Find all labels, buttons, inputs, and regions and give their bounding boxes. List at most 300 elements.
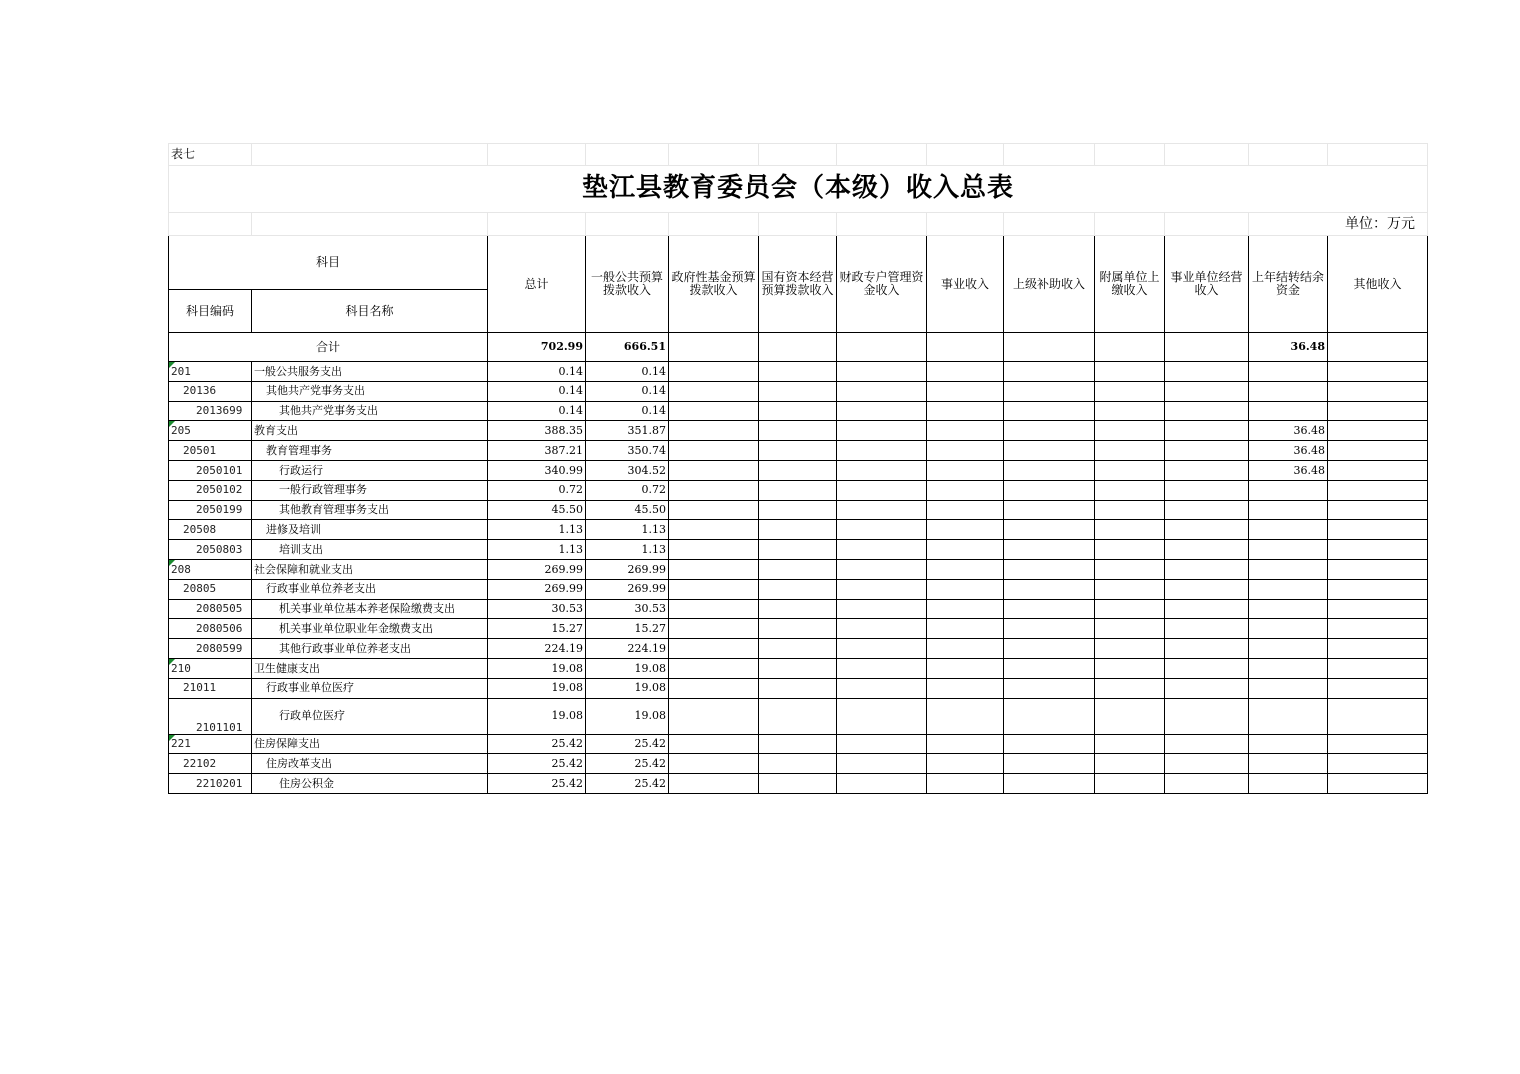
amount-cell <box>927 460 1004 480</box>
total-value <box>1328 333 1428 362</box>
subject-code: 20136 <box>169 381 252 401</box>
amount-cell <box>1004 619 1095 639</box>
amount-cell <box>1328 401 1428 421</box>
amount-cell <box>759 658 837 678</box>
amount-cell <box>927 362 1004 382</box>
amount-cell <box>837 678 927 698</box>
amount-cell: 30.53 <box>488 599 586 619</box>
subject-code: 21011 <box>169 678 252 698</box>
amount-cell <box>927 599 1004 619</box>
amount-cell <box>1328 460 1428 480</box>
amount-cell <box>759 678 837 698</box>
table-row <box>169 421 1428 441</box>
amount-cell <box>1328 381 1428 401</box>
amount-cell <box>1249 480 1328 500</box>
amount-cell: 0.14 <box>586 362 669 382</box>
amount-cell <box>837 658 927 678</box>
amount-cell <box>837 734 927 754</box>
amount-cell: 1.13 <box>488 540 586 560</box>
amount-cell <box>927 381 1004 401</box>
amount-cell <box>1328 734 1428 754</box>
table-row <box>169 754 1428 774</box>
subject-code: 22102 <box>169 754 252 774</box>
amount-cell <box>669 520 759 540</box>
subject-code: 2080506 <box>169 619 252 639</box>
amount-cell <box>927 500 1004 520</box>
table-row <box>169 619 1428 639</box>
amount-cell <box>1328 441 1428 461</box>
amount-cell <box>1004 520 1095 540</box>
amount-cell: 25.42 <box>586 734 669 754</box>
total-row <box>169 333 1428 362</box>
subject-name: 行政事业单位养老支出 <box>252 579 488 599</box>
amount-cell <box>669 579 759 599</box>
amount-cell <box>669 639 759 659</box>
total-value <box>669 333 759 362</box>
amount-cell <box>927 421 1004 441</box>
amount-cell <box>1004 401 1095 421</box>
amount-cell <box>927 559 1004 579</box>
subject-code: 2050803 <box>169 540 252 560</box>
amount-cell: 1.13 <box>586 520 669 540</box>
amount-cell <box>837 362 927 382</box>
amount-cell <box>759 460 837 480</box>
subject-code: 2080505 <box>169 599 252 619</box>
header-col-general-budget: 一般公共预算拨款收入 <box>586 236 669 333</box>
amount-cell <box>927 639 1004 659</box>
amount-cell <box>1249 619 1328 639</box>
amount-cell <box>837 774 927 794</box>
subject-name: 机关事业单位职业年金缴费支出 <box>252 619 488 639</box>
amount-cell <box>759 381 837 401</box>
amount-cell: 45.50 <box>586 500 669 520</box>
amount-cell <box>1095 754 1165 774</box>
amount-cell <box>1249 754 1328 774</box>
amount-cell <box>1328 362 1428 382</box>
unit-row <box>169 213 1428 236</box>
amount-cell: 340.99 <box>488 460 586 480</box>
amount-cell <box>759 500 837 520</box>
amount-cell <box>1095 500 1165 520</box>
amount-cell <box>927 678 1004 698</box>
amount-cell: 36.48 <box>1249 441 1328 461</box>
amount-cell <box>1328 579 1428 599</box>
amount-cell <box>927 401 1004 421</box>
amount-cell <box>837 401 927 421</box>
amount-cell <box>1328 774 1428 794</box>
amount-cell <box>927 520 1004 540</box>
amount-cell <box>1004 480 1095 500</box>
amount-cell <box>669 401 759 421</box>
amount-cell <box>1095 678 1165 698</box>
amount-cell <box>1004 678 1095 698</box>
subject-name: 其他共产党事务支出 <box>252 401 488 421</box>
amount-cell <box>669 678 759 698</box>
subject-code: 2013699 <box>169 401 252 421</box>
amount-cell <box>1004 698 1095 734</box>
amount-cell <box>1095 774 1165 794</box>
amount-cell <box>1004 500 1095 520</box>
amount-cell <box>837 579 927 599</box>
amount-cell <box>669 754 759 774</box>
amount-cell: 351.87 <box>586 421 669 441</box>
amount-cell <box>1004 460 1095 480</box>
amount-cell <box>759 421 837 441</box>
amount-cell: 269.99 <box>488 559 586 579</box>
amount-cell <box>759 599 837 619</box>
amount-cell <box>1004 362 1095 382</box>
amount-cell <box>669 619 759 639</box>
header-col-other: 其他收入 <box>1328 236 1428 333</box>
total-label: 合计 <box>169 333 488 362</box>
amount-cell <box>1165 460 1249 480</box>
amount-cell <box>759 362 837 382</box>
amount-cell <box>837 540 927 560</box>
amount-cell <box>1004 599 1095 619</box>
amount-cell <box>837 754 927 774</box>
subject-name: 其他行政事业单位养老支出 <box>252 639 488 659</box>
amount-cell <box>1095 559 1165 579</box>
subject-name: 机关事业单位基本养老保险缴费支出 <box>252 599 488 619</box>
amount-cell <box>837 698 927 734</box>
amount-cell <box>1165 639 1249 659</box>
header-col-superior-subsidy: 上级补助收入 <box>1004 236 1095 333</box>
amount-cell: 19.08 <box>586 678 669 698</box>
amount-cell <box>759 559 837 579</box>
table-row <box>169 401 1428 421</box>
total-value <box>759 333 837 362</box>
total-value: 702.99 <box>488 333 586 362</box>
amount-cell <box>1095 734 1165 754</box>
amount-cell <box>759 774 837 794</box>
subject-name: 住房公积金 <box>252 774 488 794</box>
amount-cell <box>1165 774 1249 794</box>
amount-cell <box>837 421 927 441</box>
subject-code: 221 <box>169 734 252 754</box>
amount-cell <box>1328 639 1428 659</box>
amount-cell <box>669 362 759 382</box>
amount-cell: 1.13 <box>586 540 669 560</box>
amount-cell <box>1328 500 1428 520</box>
amount-cell <box>927 579 1004 599</box>
amount-cell <box>669 421 759 441</box>
amount-cell <box>1165 421 1249 441</box>
header-col-business-income: 事业收入 <box>927 236 1004 333</box>
amount-cell: 0.14 <box>488 362 586 382</box>
amount-cell <box>1095 579 1165 599</box>
header-col-carryover: 上年结转结余资金 <box>1249 236 1328 333</box>
amount-cell <box>1249 540 1328 560</box>
amount-cell <box>759 754 837 774</box>
amount-cell <box>1165 362 1249 382</box>
amount-cell <box>1165 540 1249 560</box>
subject-code: 2101101 <box>169 698 252 734</box>
amount-cell <box>1095 381 1165 401</box>
amount-cell <box>1095 362 1165 382</box>
amount-cell <box>669 460 759 480</box>
subject-name: 社会保障和就业支出 <box>252 559 488 579</box>
amount-cell <box>1328 658 1428 678</box>
amount-cell: 269.99 <box>488 579 586 599</box>
total-value <box>1095 333 1165 362</box>
header-col-special-account: 财政专户管理资金收入 <box>837 236 927 333</box>
sheet-label-row <box>169 144 1428 166</box>
amount-cell <box>837 619 927 639</box>
amount-cell <box>1249 500 1328 520</box>
amount-cell <box>1249 658 1328 678</box>
income-summary-sheet <box>168 143 1427 794</box>
amount-cell <box>837 500 927 520</box>
table-row <box>169 559 1428 579</box>
amount-cell <box>927 754 1004 774</box>
header-col-affiliate-remit: 附属单位上缴收入 <box>1095 236 1165 333</box>
subject-name: 住房保障支出 <box>252 734 488 754</box>
amount-cell <box>759 734 837 754</box>
amount-cell: 25.42 <box>586 774 669 794</box>
table-row <box>169 480 1428 500</box>
amount-cell <box>1095 639 1165 659</box>
amount-cell <box>927 441 1004 461</box>
subject-name: 教育管理事务 <box>252 441 488 461</box>
amount-cell <box>1095 460 1165 480</box>
total-value <box>927 333 1004 362</box>
amount-cell: 19.08 <box>488 678 586 698</box>
amount-cell <box>1095 619 1165 639</box>
amount-cell <box>759 401 837 421</box>
unit-label: 单位：万元 <box>1249 213 1428 236</box>
amount-cell <box>1249 678 1328 698</box>
amount-cell: 0.72 <box>586 480 669 500</box>
subject-code: 2210201 <box>169 774 252 794</box>
amount-cell <box>1004 774 1095 794</box>
amount-cell <box>1328 421 1428 441</box>
subject-code: 201 <box>169 362 252 382</box>
amount-cell: 0.14 <box>586 401 669 421</box>
amount-cell <box>1165 480 1249 500</box>
subject-code: 20508 <box>169 520 252 540</box>
subject-code: 20805 <box>169 579 252 599</box>
amount-cell: 388.35 <box>488 421 586 441</box>
amount-cell <box>837 599 927 619</box>
subject-code: 2050102 <box>169 480 252 500</box>
table-row <box>169 441 1428 461</box>
amount-cell <box>1004 559 1095 579</box>
amount-cell: 224.19 <box>586 639 669 659</box>
table-row <box>169 540 1428 560</box>
amount-cell <box>759 579 837 599</box>
amount-cell <box>1165 734 1249 754</box>
amount-cell: 0.14 <box>488 401 586 421</box>
amount-cell: 19.08 <box>586 658 669 678</box>
table-row <box>169 599 1428 619</box>
amount-cell <box>759 540 837 560</box>
amount-cell <box>1249 579 1328 599</box>
amount-cell <box>1095 480 1165 500</box>
amount-cell <box>837 559 927 579</box>
amount-cell <box>927 540 1004 560</box>
subject-name: 住房改革支出 <box>252 754 488 774</box>
amount-cell <box>1095 698 1165 734</box>
amount-cell <box>837 639 927 659</box>
table-row <box>169 658 1428 678</box>
amount-cell <box>1328 599 1428 619</box>
amount-cell <box>1328 678 1428 698</box>
amount-cell <box>669 500 759 520</box>
subject-name: 卫生健康支出 <box>252 658 488 678</box>
amount-cell <box>1165 599 1249 619</box>
table-row <box>169 362 1428 382</box>
amount-cell <box>1165 381 1249 401</box>
amount-cell <box>1165 754 1249 774</box>
subject-code: 2080599 <box>169 639 252 659</box>
total-value: 666.51 <box>586 333 669 362</box>
amount-cell <box>1004 639 1095 659</box>
total-value <box>1004 333 1095 362</box>
table-row <box>169 500 1428 520</box>
total-value <box>837 333 927 362</box>
amount-cell <box>1004 421 1095 441</box>
amount-cell <box>1249 639 1328 659</box>
amount-cell <box>1095 540 1165 560</box>
amount-cell: 387.21 <box>488 441 586 461</box>
amount-cell <box>1165 698 1249 734</box>
header-name: 科目名称 <box>252 290 488 333</box>
table-row <box>169 520 1428 540</box>
amount-cell <box>1165 441 1249 461</box>
header-code: 科目编码 <box>169 290 252 333</box>
income-summary-table <box>168 143 1428 794</box>
subject-name: 进修及培训 <box>252 520 488 540</box>
amount-cell <box>1095 401 1165 421</box>
subject-name: 其他共产党事务支出 <box>252 381 488 401</box>
amount-cell: 0.72 <box>488 480 586 500</box>
amount-cell <box>1165 658 1249 678</box>
amount-cell <box>927 658 1004 678</box>
amount-cell <box>1004 381 1095 401</box>
title-row <box>169 166 1428 213</box>
amount-cell <box>1249 734 1328 754</box>
table-row <box>169 460 1428 480</box>
subject-name: 行政单位医疗 <box>252 698 488 734</box>
amount-cell <box>1165 500 1249 520</box>
amount-cell <box>927 774 1004 794</box>
sheet-label: 表七 <box>169 144 252 166</box>
amount-cell: 36.48 <box>1249 460 1328 480</box>
amount-cell <box>759 639 837 659</box>
amount-cell: 269.99 <box>586 559 669 579</box>
amount-cell <box>669 698 759 734</box>
amount-cell <box>837 480 927 500</box>
header-subject: 科目 <box>169 236 488 290</box>
amount-cell <box>669 734 759 754</box>
amount-cell <box>1165 520 1249 540</box>
subject-code: 205 <box>169 421 252 441</box>
amount-cell <box>669 381 759 401</box>
amount-cell <box>1328 559 1428 579</box>
amount-cell: 1.13 <box>488 520 586 540</box>
amount-cell <box>837 381 927 401</box>
amount-cell <box>669 599 759 619</box>
table-row <box>169 698 1428 734</box>
subject-name: 行政事业单位医疗 <box>252 678 488 698</box>
total-value <box>1165 333 1249 362</box>
table-row <box>169 678 1428 698</box>
amount-cell: 25.42 <box>488 774 586 794</box>
amount-cell <box>1249 559 1328 579</box>
amount-cell: 350.74 <box>586 441 669 461</box>
amount-cell: 15.27 <box>586 619 669 639</box>
amount-cell: 19.08 <box>586 698 669 734</box>
amount-cell <box>1328 619 1428 639</box>
amount-cell <box>759 441 837 461</box>
subject-name: 一般公共服务支出 <box>252 362 488 382</box>
header-row-1 <box>169 236 1428 290</box>
amount-cell <box>1249 381 1328 401</box>
amount-cell <box>1095 658 1165 678</box>
amount-cell: 19.08 <box>488 658 586 678</box>
subject-code: 2050101 <box>169 460 252 480</box>
amount-cell <box>927 619 1004 639</box>
amount-cell <box>1328 754 1428 774</box>
table-row <box>169 774 1428 794</box>
amount-cell <box>759 480 837 500</box>
header-col-gov-fund: 政府性基金预算拨款收入 <box>669 236 759 333</box>
amount-cell <box>927 734 1004 754</box>
table-row <box>169 579 1428 599</box>
amount-cell <box>1095 599 1165 619</box>
subject-name: 其他教育管理事务支出 <box>252 500 488 520</box>
amount-cell <box>1249 599 1328 619</box>
subject-code: 2050199 <box>169 500 252 520</box>
amount-cell: 25.42 <box>488 754 586 774</box>
subject-name: 一般行政管理事务 <box>252 480 488 500</box>
amount-cell <box>1249 362 1328 382</box>
amount-cell <box>669 774 759 794</box>
table-row <box>169 639 1428 659</box>
table-row <box>169 734 1428 754</box>
amount-cell <box>1004 734 1095 754</box>
amount-cell: 0.14 <box>488 381 586 401</box>
amount-cell <box>1249 698 1328 734</box>
amount-cell <box>927 480 1004 500</box>
amount-cell: 25.42 <box>488 734 586 754</box>
amount-cell: 25.42 <box>586 754 669 774</box>
amount-cell: 19.08 <box>488 698 586 734</box>
amount-cell: 30.53 <box>586 599 669 619</box>
amount-cell <box>669 480 759 500</box>
subject-name: 教育支出 <box>252 421 488 441</box>
amount-cell <box>759 698 837 734</box>
amount-cell <box>1004 441 1095 461</box>
amount-cell: 0.14 <box>586 381 669 401</box>
amount-cell <box>1328 540 1428 560</box>
amount-cell <box>837 520 927 540</box>
amount-cell <box>1004 658 1095 678</box>
subject-code: 208 <box>169 559 252 579</box>
subject-code: 20501 <box>169 441 252 461</box>
amount-cell <box>759 520 837 540</box>
amount-cell <box>1249 774 1328 794</box>
amount-cell <box>1165 401 1249 421</box>
page-title: 垫江县教育委员会（本级）收入总表 <box>169 166 1428 213</box>
amount-cell: 304.52 <box>586 460 669 480</box>
amount-cell <box>1328 520 1428 540</box>
header-col-operating-income: 事业单位经营收入 <box>1165 236 1249 333</box>
header-col-total: 总计 <box>488 236 586 333</box>
amount-cell <box>1165 619 1249 639</box>
subject-code: 210 <box>169 658 252 678</box>
amount-cell: 15.27 <box>488 619 586 639</box>
